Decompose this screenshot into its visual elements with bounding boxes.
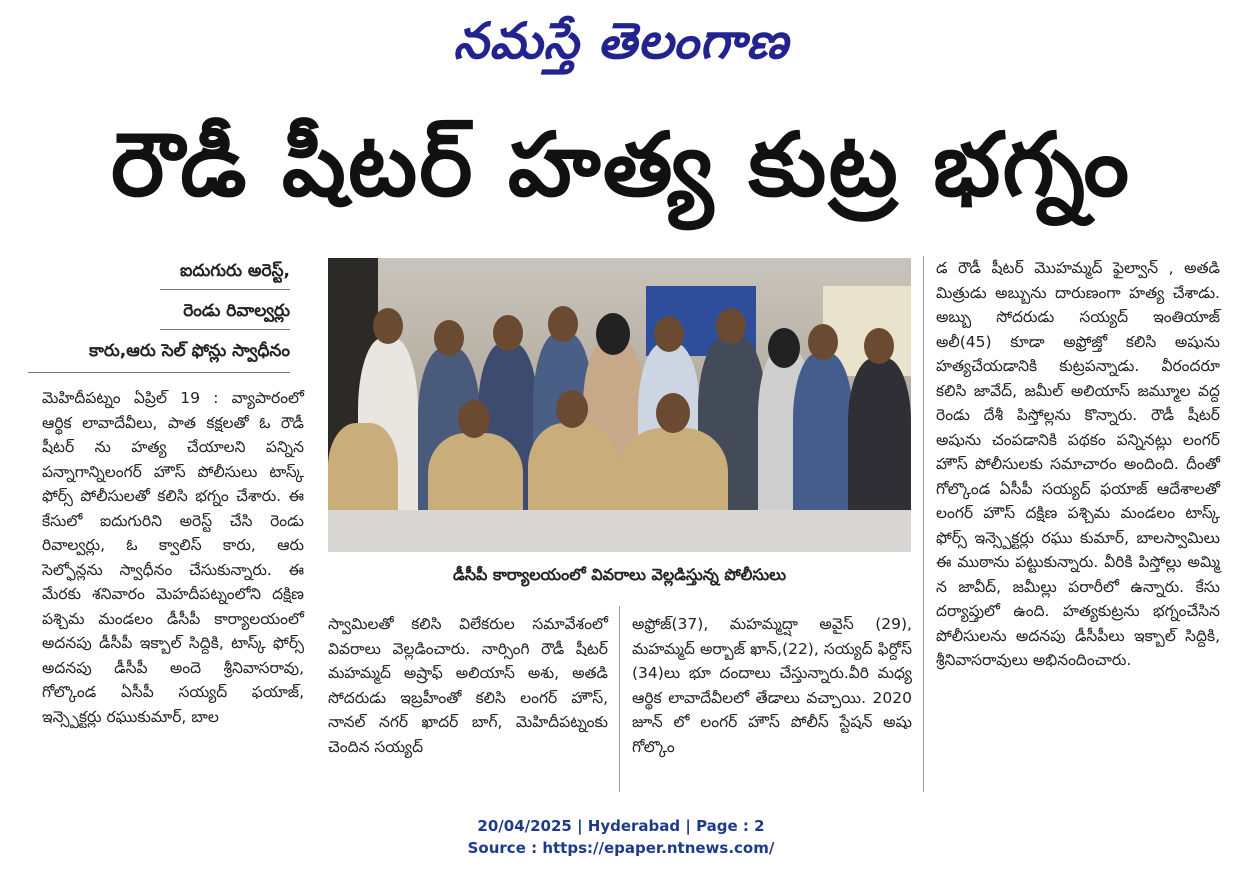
press-conference-photo: [328, 258, 911, 552]
subhead-divider: [160, 329, 290, 330]
column-divider: [923, 256, 924, 792]
newspaper-masthead: నమస్తే తెలంగాణ: [453, 12, 789, 70]
article-column-1: మెహిదీపట్నం ఏప్రిల్ 19 : వ్యాపారంలో ఆర్థిక లావాదేవీలు, పాత కక్షలతో ఓ రౌడీ షీటర్ ను హత్య చేయాలని పన్నిన పన్నాగాన్నిలంగర్ హౌస్ పోలీసులు టాస్క్ ఫోర్స్ పోలీసులతో కలిసి భగ్నం చేశారు. ఈ కేసులో ఐదుగురిని అరెస్ట్ చేసి రెండు రివాల్వర్లు, ఓ క్వాలిస్ కారు, ఆరు సెల్ఫోన్లను స్వాధీనం చేసుకున్నారు. ఈ మేరకు శనివారం మెహదీపట్నంలోని దక్షిణ పశ్చిమ మండలం డీసీపీ కార్యాలయంలో అదనపు డీసీపీ ఇక్బాల్ సిద్దికి, టాస్క్ ఫోర్స్ అదనపు డీసీపీ అందె శ్రీనివాసరావు, గోల్కొండ ఏసీపీ సయ్యద్ ఫయాజ్, ఇన్స్పెక్టర్లు రఘుకుమార్, బాల: [42, 389, 304, 726]
subheadline-revolvers: రెండు రివాల్వర్లు: [183, 301, 290, 321]
column-divider: [619, 606, 620, 792]
subheadline-seized: కారు,ఆరు సెల్ ఫోన్లు స్వాధీనం: [89, 341, 290, 361]
subhead-divider: [28, 372, 290, 373]
article-column-2: స్వామిలతో కలిసి విలేకరుల సమావేశంలో వివరాలు వెల్లడించారు. నార్సింగి రౌడీ షీటర్ మహమ్మద్ అష్రాఫ్ అలియాస్ అశు, అతడి సోదరుడు ఇబ్రహీంతో కలిసి లంగర్ హౌస్, నానల్ నగర్ ఖాదర్ బాగ్, మెహిదీపట్నంకు చెందిన సయ్యద్: [328, 615, 608, 756]
subhead-divider: [160, 289, 290, 290]
edition-info: 20/04/2025 | Hyderabad | Page : 2: [477, 817, 765, 835]
source-link[interactable]: Source : https://epaper.ntnews.com/: [467, 839, 775, 857]
article-column-3: అఫ్రోజ్(37), మహమ్మద్షా అవైస్ (29), మహమ్మద్ అర్బాజ్ ఖాన్,(22), సయ్యద్ ఫిర్దోస్ (34)లు భూ దందాలు చేస్తున్నారు.వీరి మధ్య ఆర్థిక లావాదేవీలలో తేడాలు వచ్చాయి. 2020 జూన్ లో లంగర్ హౌస్ పోలీస్ స్టేషన్ అషు గోల్కొం: [632, 615, 912, 756]
photo-caption: డీసీపీ కార్యాలయంలో వివరాలు వెల్లడిస్తున్న పోలీసులు: [452, 565, 787, 584]
subheadline-arrest: ఐదుగురు అరెస్ట్,: [180, 261, 290, 281]
article-column-4: డ రౌడీ షీటర్ మొహమ్మద్ ఫైల్వాన్ , అతడి మిత్రుడు అబ్బును దారుణంగా హత్య చేశాడు. అబ్బు సోదరుడు సయ్యద్ ఇంతియాజ్ అలీ(45) కూడా అఫ్రోజ్తో కలిసి అషును హత్యచేయడానికి కుట్రపన్నాడు. వీరందరూ కలిసి జావేద్, జమీల్ అలియాస్ జమ్మూల వద్ద రెండు దేశీ పిస్తోల్లను కొన్నారు. రౌడీ షీటర్ అషును చంపడానికి పథకం పన్నినట్లు లంగర్ హౌస్ పోలీసులకు సమాచారం అందింది. దీంతో గోల్కొండ ఏసీపీ సయ్యద్ ఫయాజ్ ఆదేశాలతో లంగర్ హౌస్ దక్షిణ పశ్చిమ మండలం టాస్క్ ఫోర్స్ ఇన్స్పెక్టర్లు రఘు కుమార్, బాలస్వామిలు ఈ ముఠాను పట్టుకున్నారు. వీరికి పిస్తోల్లు అమ్మి న జావీద్, జమీల్లు పరారీలో ఉన్నారు. కేసు దర్యాప్తులో ఉంది. హత్యకుట్రను భగ్నంచేసిన పోలీసులను అదనపు డీసీపీలు ఇక్బాల్ సిద్దికి, శ్రీనివాసరావులు అభినందించారు.: [936, 259, 1220, 669]
article-headline: రౌడీ షీటర్ హత్య కుట్ర భగ్నం: [110, 113, 1132, 216]
